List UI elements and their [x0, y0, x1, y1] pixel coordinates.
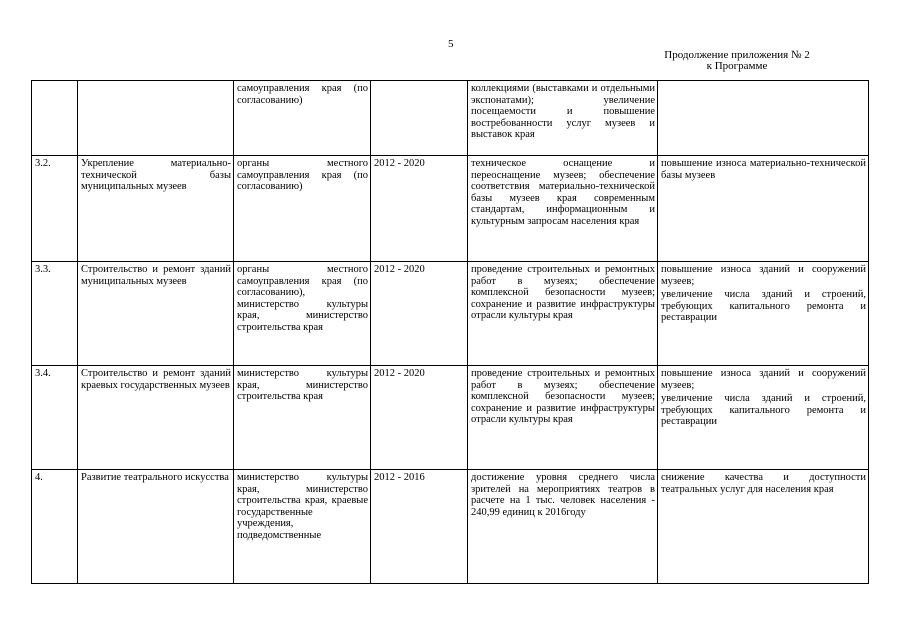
- table-row: [32, 262, 869, 366]
- table-row: [32, 366, 869, 470]
- years: 2012 - 2020: [371, 262, 468, 366]
- executors: органы местного самоуправления края (по согласованию), министерство культуры края, министерство строительства края: [234, 262, 371, 366]
- consequence-line: снижение качества и доступности театральных услуг для населения края: [661, 472, 866, 495]
- row-number: 3.3.: [32, 262, 78, 366]
- activity-name: Строительство и ремонт зданий краевых государственных музеев: [78, 366, 234, 470]
- executors: самоуправления края (по согласованию): [234, 81, 371, 156]
- years: 2012 - 2020: [371, 156, 468, 262]
- activity-name: Развитие театрального искусства: [78, 470, 234, 584]
- table-row: [32, 81, 869, 156]
- activity-name: [78, 81, 234, 156]
- years: 2012 - 2020: [371, 366, 468, 470]
- row-number: 3.2.: [32, 156, 78, 262]
- appendix-header: [627, 50, 847, 72]
- consequences: [658, 262, 869, 366]
- consequences: [658, 470, 869, 584]
- activity-name: Укрепление материально-технической базы муниципальных музеев: [78, 156, 234, 262]
- consequence-line: повышение износа зданий и сооружений музеев;: [661, 264, 866, 287]
- expected-result: достижение уровня среднего числа зрителей на мероприятиях театров в расчете на 1 тыс. человек населения - 240,99 единиц к 2016году: [468, 470, 658, 584]
- years: [371, 81, 468, 156]
- row-number: 4.: [32, 470, 78, 584]
- program-table: [31, 80, 869, 584]
- consequences: [658, 366, 869, 470]
- expected-result: проведение строительных и ремонтных работ в музеях; обеспечение комплексной безопасности музеев; сохранение и развитие инфраструктуры отрасли культуры края: [468, 262, 658, 366]
- table-row: [32, 156, 869, 262]
- activity-name: Строительство и ремонт зданий муниципальных музеев: [78, 262, 234, 366]
- appendix-subtitle: к Программе: [706, 60, 768, 72]
- executors: министерство культуры края, министерство строительства края, краевые государственные учреждения, подведомственные: [234, 470, 371, 584]
- row-number: 3.4.: [32, 366, 78, 470]
- consequences: [658, 156, 869, 262]
- page-number: 5: [448, 38, 454, 50]
- expected-result: техническое оснащение и переоснащение музеев; обеспечение соответствия материально-технической базы музеев края современным стандартам, информационным и культурным запросам населения края: [468, 156, 658, 262]
- consequence-line: увеличение числа зданий и строений, требующих капитального ремонта и реставрации: [661, 393, 866, 427]
- expected-result: коллекциями (выставками и отдельными экспонатами); увеличение посещаемости и повышение востребованности услуг музеев и выставок края: [468, 81, 658, 156]
- consequences: [658, 81, 869, 156]
- table-row: [32, 470, 869, 584]
- row-number: [32, 81, 78, 156]
- executors: министерство культуры края, министерство строительства края: [234, 366, 371, 470]
- executors: органы местного самоуправления края (по согласованию): [234, 156, 371, 262]
- expected-result: проведение строительных и ремонтных работ в музеях; обеспечение комплексной безопасности музеев; сохранение и развитие инфраструктуры отрасли культуры края: [468, 366, 658, 470]
- consequence-line: повышение износа материально-технической базы музеев: [661, 158, 866, 181]
- appendix-title: Продолжение приложения № 2: [664, 49, 810, 61]
- consequence-line: увеличение числа зданий и строений, требующих капитального ремонта и реставрации: [661, 289, 866, 323]
- years: 2012 - 2016: [371, 470, 468, 584]
- consequence-line: повышение износа зданий и сооружений музеев;: [661, 368, 866, 391]
